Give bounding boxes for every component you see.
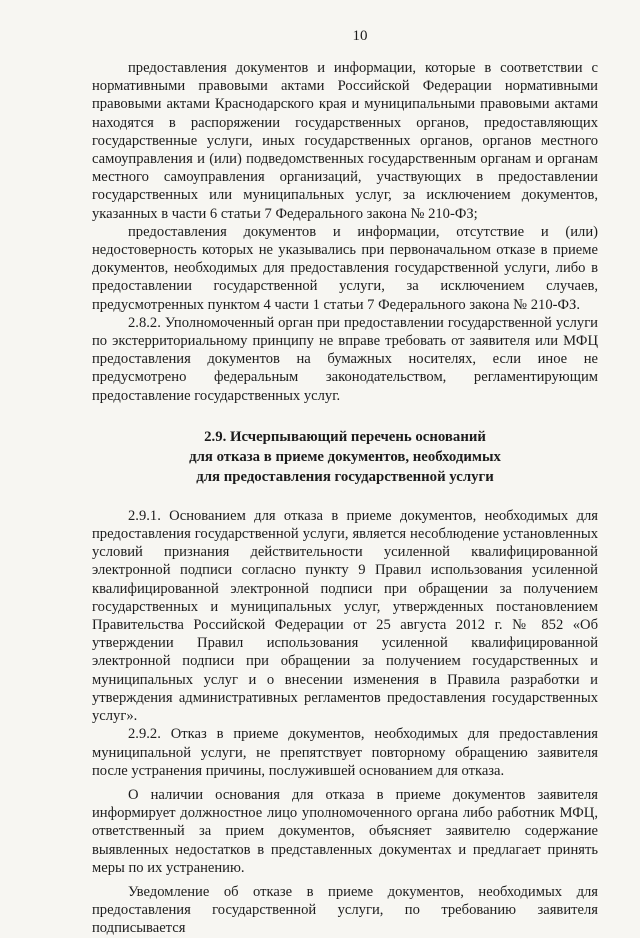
paragraph-notification: Уведомление об отказе в приеме документов, необходимых для предоставления государственной услуги, по требованию заявителя подписывается	[92, 883, 598, 937]
section-heading-2-9	[92, 427, 598, 487]
heading-line-1: 2.9. Исчерпывающий перечень оснований	[204, 428, 486, 445]
document-body	[92, 59, 598, 938]
paragraph-informing: О наличии основания для отказа в приеме документов заявителя информирует должностное лицо уполномоченного органа либо работник МФЦ, ответственный за прием документов, объясняет заявителю содержание выявленных недостатков в представленных документах и предлагает принять меры по их устранению.	[92, 786, 598, 876]
paragraph-documents-info: предоставления документов и информации, которые в соответствии с нормативными правовыми актами Российской Федерации нормативными правовыми актами Краснодарского края и муниципальными правовыми актами находятся в распоряжении государственных органов, предоставляющих государственные услуги, иных государственных органов, органов местного самоуправления и (или) подведомственных государственным органам и органам местного самоуправления организаций, участвующих в предоставлении государственных или муниципальных услуг, за исключением документов, указанных в части 6 статьи 7 Федерального закона № 210-ФЗ;	[92, 60, 598, 222]
paragraph-unreliable-info: предоставления документов и информации, отсутствие и (или) недостоверность которых не указывались при первоначальном отказе в приеме документов, необходимых для предоставления государственной услуги, либо в предоставлении государственной услуги, за исключением случаев, предусмотренных пунктом 4 части 1 статьи 7 Федерального закона № 210-ФЗ.	[92, 223, 598, 313]
heading-line-3: для предоставления государственной услуги	[196, 468, 494, 485]
paragraph-2-9-2: 2.9.2. Отказ в приеме документов, необходимых для предоставления муниципальной услуги, не препятствует повторному обращению заявителя после устранения причины, послужившей основанием для отказа.	[92, 726, 598, 779]
paragraph-2-8-2: 2.8.2. Уполномоченный орган при предоставлении государственной услуги по экстерриториальному принципу не вправе требовать от заявителя или МФЦ предоставления документов на бумажных носителях, если иное не предусмотрено федеральным законодательством, регламентирующим предоставление государственных услуг.	[92, 314, 598, 404]
page-number: 10	[352, 28, 368, 44]
heading-line-2: для отказа в приеме документов, необходимых	[189, 448, 501, 465]
paragraph-2-9-1: 2.9.1. Основанием для отказа в приеме документов, необходимых для предоставления государственной услуги, является несоблюдение установленных условий признания действительности усиленной квалифицированной электронной подписи согласно пункту 9 Правил использования усиленной квалифицированной электронной подписи при обращении за получением государственных и муниципальных услуг, утвержденных постановлением Правительства Российской Федерации от 25 августа 2012 г. № 852 «Об утверждении Правил использования усиленной квалифицированной электронной подписи при обращении за получением государственных и муниципальных услуг и о внесении изменения в Правила разработки и утверждения административных регламентов предоставления государственных услуг».	[92, 507, 598, 725]
